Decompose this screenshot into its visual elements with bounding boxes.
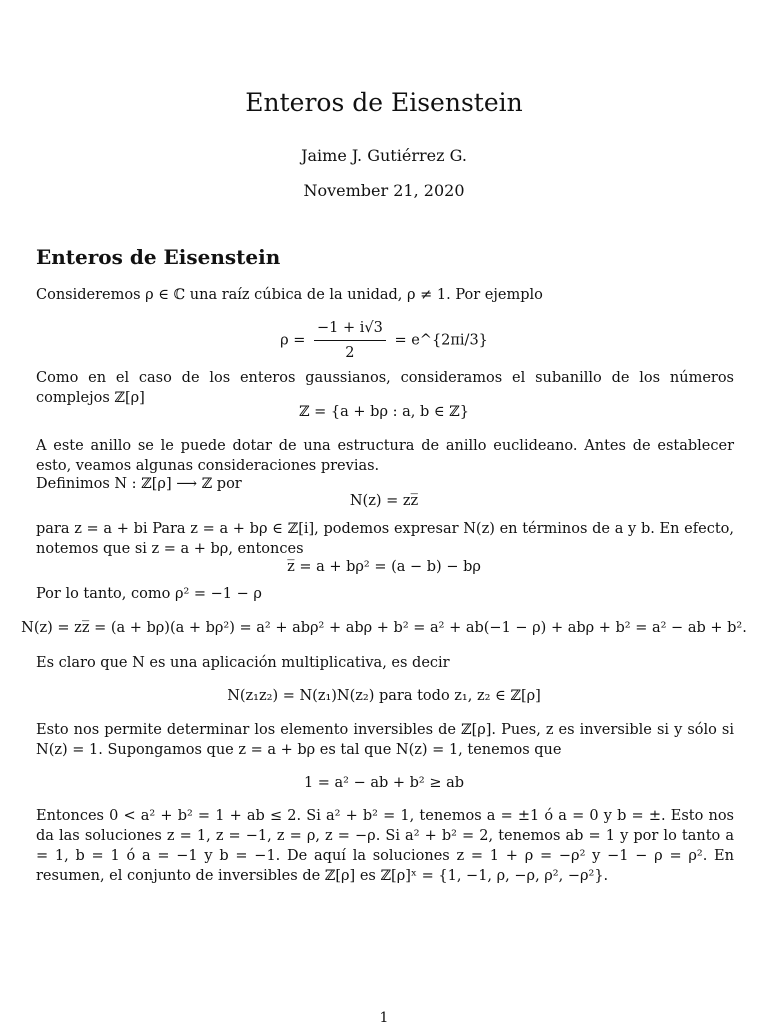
equation-rho-lhs: ρ = (280, 332, 306, 349)
paragraph-units: Esto nos permite determinar los elemento inversibles de ℤ[ρ]. Pues, z es inversible si y sólo si N(z) = 1. Supongamos que z = a + bρ es tal que N(z) = 1, tenemos que (36, 722, 734, 758)
document-date: November 21, 2020 (303, 181, 465, 200)
paragraph-rho-squared: Por lo tanto, como ρ² = −1 − ρ (36, 586, 262, 602)
equation-rho (0, 318, 768, 363)
equation-inequality: 1 = a² − ab + b² ≥ ab (303, 775, 465, 791)
section-heading: Enteros de Eisenstein (36, 245, 281, 269)
paragraph-conclusion: Entonces 0 < a² + b² = 1 + ab ≤ 2. Si a² + b² = 1, tenemos a = ±1 ó a = 0 y b = ±. Esto nos da las soluciones z = 1, z = −1, z = ρ, z = −ρ. Si a² + b² = 2, tenemos ab = 1 y por lo tanto a = 1, b = 1 ó a = −1 y b = −1. De aquí la soluciones z = 1 + ρ = −ρ² y −1 − ρ = ρ². En resumen, el conjunto de inversibles de ℤ[ρ] es ℤ[ρ]ˣ = {1, −1, ρ, −ρ, ρ², −ρ²}. (36, 808, 734, 884)
equation-rho-denominator: 2 (345, 345, 355, 361)
equation-conjugate: z̅ = a + bρ² = (a − b) − bρ (287, 559, 481, 575)
equation-ring-definition: ℤ = {a + bρ : a, b ∈ ℤ} (298, 404, 469, 420)
paragraph-intro: Consideremos ρ ∈ ℂ una raíz cúbica de la unidad, ρ ≠ 1. Por ejemplo (36, 287, 543, 303)
paragraph-norm-expression: para z = a + bi Para z = a + bρ ∈ ℤ[i], podemos expresar N(z) en términos de a y b. En efecto, notemos que si z = a + bρ, entonces (36, 521, 734, 557)
paragraph-subring: Como en el caso de los enteros gaussianos, consideramos el subanillo de los números complejos ℤ[ρ] (36, 370, 734, 406)
equation-norm-expanded: N(z) = zz̅ = (a + bρ)(a + bρ²) = a² + abρ² + abρ + b² = a² + ab(−1 − ρ) + abρ + b² = a² − ab + b². (21, 620, 747, 636)
paragraph-multiplicative: Es claro que N es una aplicación multiplicativa, es decir (36, 655, 450, 671)
equation-rho-numerator: −1 + i√3 (314, 318, 386, 341)
equation-norm: N(z) = zz̅ (349, 493, 419, 509)
equation-multiplicative: N(z₁z₂) = N(z₁)N(z₂) para todo z₁, z₂ ∈ ℤ[ρ] (227, 688, 541, 704)
document-author: Jaime J. Gutiérrez G. (301, 146, 467, 165)
paragraph-euclidean: A este anillo se le puede dotar de una estructura de anillo euclideano. Antes de establecer esto, veamos algunas consideraciones previas. (36, 438, 734, 474)
page-number: 1 (379, 1010, 389, 1026)
paragraph-norm-definition: Definimos N : ℤ[ρ] ⟶ ℤ por (36, 476, 242, 492)
document-title: Enteros de Eisenstein (245, 88, 523, 117)
equation-rho-fraction (314, 318, 386, 363)
equation-rho-rhs: = e^{2πi/3} (394, 332, 488, 349)
